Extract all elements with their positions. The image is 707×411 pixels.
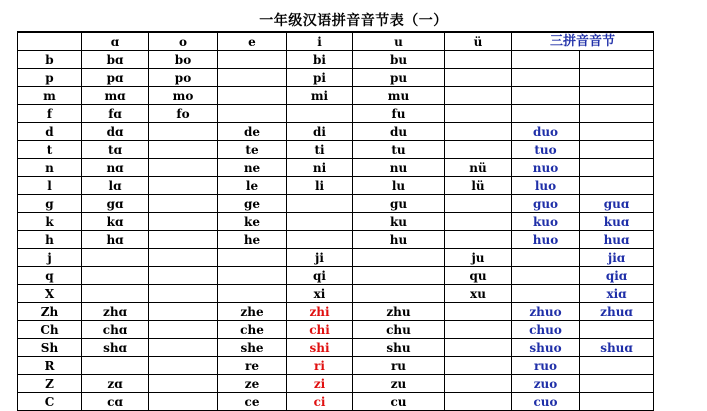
cell-u: mu	[353, 87, 445, 105]
cell-a: shɑ	[82, 339, 149, 357]
cell-initial: t	[18, 141, 82, 159]
cell-v	[445, 339, 512, 357]
cell-u: lu	[353, 177, 445, 195]
cell-a: fɑ	[82, 105, 149, 123]
table-row	[18, 357, 654, 375]
cell-e: he	[218, 231, 287, 249]
cell-u: ru	[353, 357, 445, 375]
cell-tri-o	[512, 69, 580, 87]
cell-tri-a	[580, 123, 654, 141]
cell-v	[445, 105, 512, 123]
cell-tri-a: guɑ	[580, 195, 654, 213]
cell-e: she	[218, 339, 287, 357]
cell-tri-a: shuɑ	[580, 339, 654, 357]
cell-tri-a	[580, 375, 654, 393]
cell-o	[149, 213, 218, 231]
table-row	[18, 141, 654, 159]
cell-e	[218, 267, 287, 285]
table-row	[18, 303, 654, 321]
cell-o	[149, 267, 218, 285]
cell-tri-o: duo	[512, 123, 580, 141]
cell-tri-o: zuo	[512, 375, 580, 393]
cell-e: de	[218, 123, 287, 141]
cell-initial: g	[18, 195, 82, 213]
cell-initial: X	[18, 285, 82, 303]
cell-o	[149, 195, 218, 213]
cell-o	[149, 285, 218, 303]
cell-e	[218, 87, 287, 105]
header-cell-v: ü	[445, 32, 512, 51]
cell-o	[149, 141, 218, 159]
table-row	[18, 285, 654, 303]
cell-v	[445, 393, 512, 411]
cell-i	[287, 195, 353, 213]
cell-a: kɑ	[82, 213, 149, 231]
cell-e	[218, 249, 287, 267]
cell-e: re	[218, 357, 287, 375]
page-title: 一年级汉语拼音音节表（一）	[259, 13, 448, 29]
header-cell-o: o	[149, 32, 218, 51]
cell-v	[445, 303, 512, 321]
cell-tri-o: kuo	[512, 213, 580, 231]
cell-i: bi	[287, 51, 353, 69]
cell-v	[445, 213, 512, 231]
cell-tri-a	[580, 357, 654, 375]
cell-i: ti	[287, 141, 353, 159]
cell-initial: R	[18, 357, 82, 375]
header-cell-u: u	[353, 32, 445, 51]
cell-initial: d	[18, 123, 82, 141]
cell-e	[218, 51, 287, 69]
cell-i	[287, 231, 353, 249]
cell-u: cu	[353, 393, 445, 411]
cell-v	[445, 321, 512, 339]
cell-a	[82, 357, 149, 375]
cell-tri-a	[580, 141, 654, 159]
cell-v	[445, 123, 512, 141]
cell-o	[149, 123, 218, 141]
table-row	[18, 249, 654, 267]
cell-v	[445, 69, 512, 87]
cell-tri-a	[580, 321, 654, 339]
cell-tri-a: qiɑ	[580, 267, 654, 285]
cell-tri-o: nuo	[512, 159, 580, 177]
cell-e: le	[218, 177, 287, 195]
cell-tri-o	[512, 105, 580, 123]
cell-u: nu	[353, 159, 445, 177]
cell-a: tɑ	[82, 141, 149, 159]
cell-a: dɑ	[82, 123, 149, 141]
cell-tri-a	[580, 87, 654, 105]
header-cell-initial	[18, 32, 82, 51]
cell-tri-o: chuo	[512, 321, 580, 339]
cell-a: pɑ	[82, 69, 149, 87]
cell-o	[149, 375, 218, 393]
cell-e: zhe	[218, 303, 287, 321]
cell-o	[149, 249, 218, 267]
cell-tri-o: cuo	[512, 393, 580, 411]
table-row	[18, 159, 654, 177]
cell-e	[218, 105, 287, 123]
cell-u	[353, 285, 445, 303]
cell-initial: C	[18, 393, 82, 411]
cell-initial: k	[18, 213, 82, 231]
header-cell-e: e	[218, 32, 287, 51]
cell-a: lɑ	[82, 177, 149, 195]
cell-a: zɑ	[82, 375, 149, 393]
cell-initial: Zh	[18, 303, 82, 321]
cell-tri-o: luo	[512, 177, 580, 195]
table-row	[18, 267, 654, 285]
cell-tri-a	[580, 69, 654, 87]
cell-e	[218, 285, 287, 303]
cell-i: ji	[287, 249, 353, 267]
cell-i	[287, 213, 353, 231]
cell-u: pu	[353, 69, 445, 87]
cell-u: hu	[353, 231, 445, 249]
cell-tri-a	[580, 393, 654, 411]
cell-u: tu	[353, 141, 445, 159]
cell-tri-o: ruo	[512, 357, 580, 375]
cell-tri-a: xiɑ	[580, 285, 654, 303]
cell-e: ce	[218, 393, 287, 411]
table-row	[18, 231, 654, 249]
cell-a: chɑ	[82, 321, 149, 339]
cell-i: mi	[287, 87, 353, 105]
cell-tri-a	[580, 105, 654, 123]
cell-u: du	[353, 123, 445, 141]
cell-o	[149, 393, 218, 411]
cell-initial: f	[18, 105, 82, 123]
cell-o: bo	[149, 51, 218, 69]
cell-v: xu	[445, 285, 512, 303]
cell-v: ju	[445, 249, 512, 267]
cell-a: hɑ	[82, 231, 149, 249]
cell-tri-o: tuo	[512, 141, 580, 159]
cell-a: zhɑ	[82, 303, 149, 321]
cell-e: ge	[218, 195, 287, 213]
cell-o: fo	[149, 105, 218, 123]
cell-u: zu	[353, 375, 445, 393]
cell-e	[218, 69, 287, 87]
cell-initial: h	[18, 231, 82, 249]
cell-v	[445, 87, 512, 105]
cell-i: di	[287, 123, 353, 141]
table-row	[18, 51, 654, 69]
cell-i: chi	[287, 321, 353, 339]
cell-tri-a: jiɑ	[580, 249, 654, 267]
cell-v: qu	[445, 267, 512, 285]
cell-v	[445, 51, 512, 69]
table-row	[18, 213, 654, 231]
cell-initial: Z	[18, 375, 82, 393]
table-row	[18, 195, 654, 213]
cell-i: shi	[287, 339, 353, 357]
cell-initial: Ch	[18, 321, 82, 339]
cell-v	[445, 357, 512, 375]
cell-o	[149, 339, 218, 357]
cell-o	[149, 159, 218, 177]
cell-initial: n	[18, 159, 82, 177]
cell-a	[82, 285, 149, 303]
cell-e: ne	[218, 159, 287, 177]
cell-tri-o	[512, 267, 580, 285]
cell-initial: b	[18, 51, 82, 69]
cell-a	[82, 267, 149, 285]
cell-u: gu	[353, 195, 445, 213]
cell-initial: q	[18, 267, 82, 285]
syllable-table	[17, 31, 654, 411]
cell-u: fu	[353, 105, 445, 123]
cell-i: qi	[287, 267, 353, 285]
cell-u: ku	[353, 213, 445, 231]
header-cell-i: i	[287, 32, 353, 51]
table-row	[18, 321, 654, 339]
cell-u: bu	[353, 51, 445, 69]
table-header-row	[18, 32, 654, 51]
cell-u	[353, 267, 445, 285]
cell-tri-o	[512, 285, 580, 303]
cell-i: pi	[287, 69, 353, 87]
cell-initial: p	[18, 69, 82, 87]
table-row	[18, 393, 654, 411]
cell-initial: l	[18, 177, 82, 195]
cell-a	[82, 249, 149, 267]
cell-tri-o: guo	[512, 195, 580, 213]
cell-tri-o: zhuo	[512, 303, 580, 321]
cell-e: ke	[218, 213, 287, 231]
cell-v: nü	[445, 159, 512, 177]
cell-v	[445, 141, 512, 159]
cell-tri-a	[580, 177, 654, 195]
cell-a: cɑ	[82, 393, 149, 411]
table-row	[18, 339, 654, 357]
table-row	[18, 69, 654, 87]
cell-e: ze	[218, 375, 287, 393]
cell-i	[287, 105, 353, 123]
cell-initial: j	[18, 249, 82, 267]
cell-u: zhu	[353, 303, 445, 321]
cell-tri-o	[512, 51, 580, 69]
table-row	[18, 87, 654, 105]
cell-i: li	[287, 177, 353, 195]
header-cell-a: ɑ	[82, 32, 149, 51]
cell-v: lü	[445, 177, 512, 195]
cell-e: te	[218, 141, 287, 159]
cell-i: ni	[287, 159, 353, 177]
cell-o	[149, 357, 218, 375]
cell-tri-a	[580, 159, 654, 177]
cell-i: zhi	[287, 303, 353, 321]
cell-i: ri	[287, 357, 353, 375]
table-row	[18, 123, 654, 141]
cell-tri-a: huɑ	[580, 231, 654, 249]
table-row	[18, 177, 654, 195]
cell-v	[445, 195, 512, 213]
cell-v	[445, 231, 512, 249]
cell-v	[445, 375, 512, 393]
cell-initial: m	[18, 87, 82, 105]
cell-o: mo	[149, 87, 218, 105]
cell-i: zi	[287, 375, 353, 393]
cell-tri-o: huo	[512, 231, 580, 249]
cell-tri-o: shuo	[512, 339, 580, 357]
cell-o	[149, 177, 218, 195]
cell-o	[149, 321, 218, 339]
table-row	[18, 375, 654, 393]
header-cell-triphthong: 三拼音音节	[512, 32, 654, 51]
cell-e: che	[218, 321, 287, 339]
cell-o	[149, 231, 218, 249]
table-row	[18, 105, 654, 123]
cell-tri-o	[512, 87, 580, 105]
cell-tri-a: kuɑ	[580, 213, 654, 231]
cell-a: gɑ	[82, 195, 149, 213]
cell-u	[353, 249, 445, 267]
cell-a: mɑ	[82, 87, 149, 105]
cell-u: chu	[353, 321, 445, 339]
cell-initial: Sh	[18, 339, 82, 357]
cell-tri-a	[580, 51, 654, 69]
cell-a: bɑ	[82, 51, 149, 69]
cell-o	[149, 303, 218, 321]
cell-u: shu	[353, 339, 445, 357]
cell-a: nɑ	[82, 159, 149, 177]
cell-i: ci	[287, 393, 353, 411]
cell-o: po	[149, 69, 218, 87]
cell-i: xi	[287, 285, 353, 303]
cell-tri-o	[512, 249, 580, 267]
cell-tri-a: zhuɑ	[580, 303, 654, 321]
